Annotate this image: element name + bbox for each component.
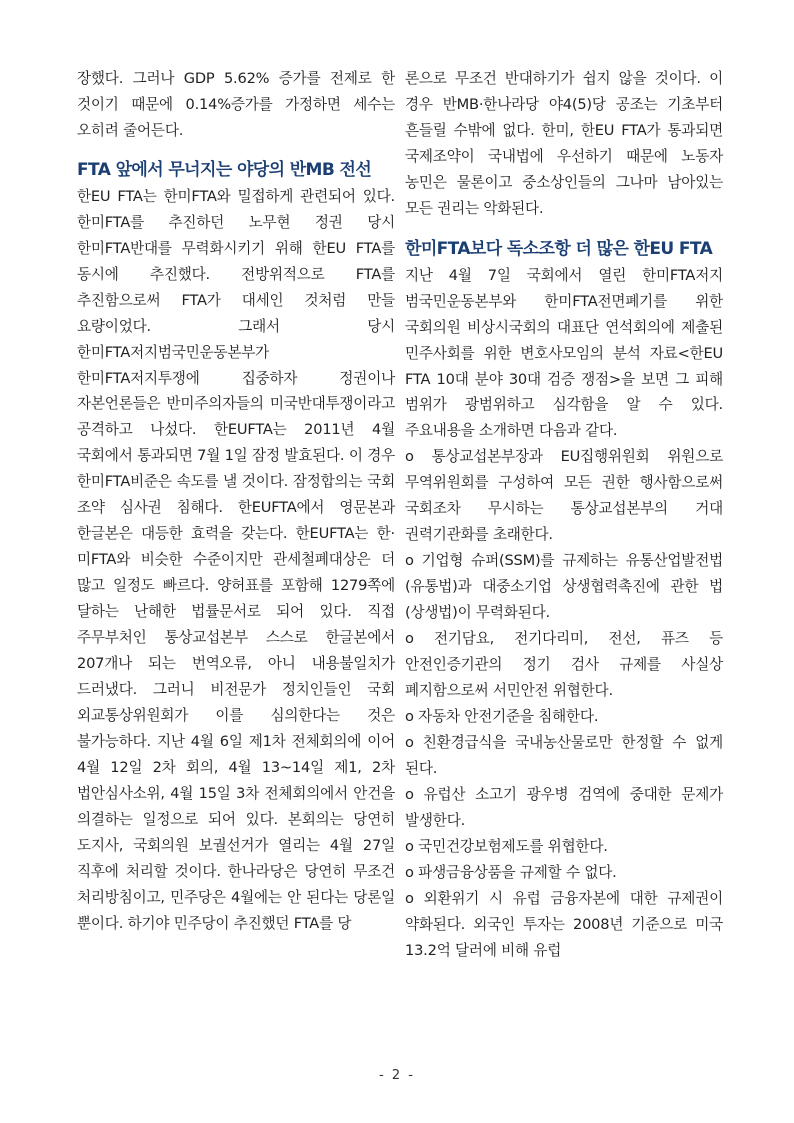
list-item: o 전기담요, 전기다리미, 전선, 퓨즈 등 안전인증기관의 정기 검사 규제를 사실상 폐지함으로써 서민안전 위협한다. bbox=[405, 630, 723, 699]
list-item: o 기업형 슈퍼(SSM)를 규제하는 유통산업발전법(유통법)과 대중소기업 상생협력촉진에 관한 법(상생법)이 무력화된다. bbox=[405, 552, 723, 622]
list-item: o 파생금융상품을 규제할 수 없다. bbox=[405, 863, 617, 881]
left-column bbox=[77, 66, 395, 937]
list-item: o 통상교섭본부장과 EU집행위원회 위원으로 무역위원회를 구성하여 모든 권한 행사함으로써 국회조차 무시하는 통상교섭본부의 거대 권력기관화를 초래한다. bbox=[405, 448, 723, 544]
list-item: o 친환경급식을 국내농산물로만 한정할 수 없게 된다. bbox=[405, 733, 723, 777]
right-column bbox=[405, 66, 723, 963]
list-item: o 자동차 안전기준을 침해한다. bbox=[405, 707, 599, 725]
body-paragraph: 한EU FTA는 한미FTA와 밀접하게 관련되어 있다. 한미FTA를 추진하던 노무현 정권 당시 한미FTA반대를 무력화시키기 위해 한EU FTA를 동시에 추진했다. 전방위적으로 FTA를 추진함으로써 FTA가 대세인 것처럼 만들 요량이었다. 그래서 당시 한미FTA저지범국민운동본부가 한미FTA저지투쟁에 집중하자 정권이나 자본언론들은 반미주의자들의 미국반대투쟁이라고 공격하고 나섰다. 한EUFTA는 2011년 4월 국회에서 통과되면 7월 1일 잠정 발효된다. 이 경우 한미FTA비준은 속도를 낼 것이다. 잠정합의는 국회 조약 심사권 침해다. 한EUFTA에서 영문본과 한글본은 대등한 효력을 갖는다. 한EUFTA는 한·미FTA와 비슷한 수준이지만 관세철폐대상은 더 많고 일정도 빠르다. 양허표를 포함해 1279쪽에 달하는 난해한 법률문서로 되어 있다. 직접 주무부처인 통상교섭본부 스스로 한글본에서 207개나 되는 번역오류, 아니 내용불일치가 드러냈다. 그러니 비전문가 정치인들인 국회 외교통상위원회가 이를 심의한다는 것은 불가능하다. 지난 4월 6일 제1차 전체회의에 이어 4월 12일 2차 회의, 4월 13~14일 제1, 2차 법안심사소위, 4월 15일 3차 전체회의에서 안건을 의결하는 일정으로 되어 있다. 본회의는 당연히 도지사, 국회의원 보궐선거가 열리는 4월 27일 직후에 처리할 것이다. 한나라당은 당연히 무조건 처리방침이고, 민주당은 4월에는 안 된다는 당론일 뿐이다. 하기야 민주당이 추진했던 FTA를 당 bbox=[77, 187, 395, 932]
list-item: o 외환위기 시 유럽 금융자본에 대한 규제권이 약화된다. 외국인 투자는 2008년 기준으로 미국 13.2억 달러에 비해 유럽 bbox=[405, 889, 723, 959]
list-item: o 유럽산 소고기 광우병 검역에 중대한 문제가 발생한다. bbox=[405, 785, 723, 829]
page-number: - 2 - bbox=[379, 1068, 415, 1083]
section-heading: 한미FTA보다 독소조항 더 많은 한EU FTA bbox=[405, 238, 713, 259]
list-item: o 국민건강보험제도를 위협한다. bbox=[405, 837, 608, 855]
body-paragraph: 지난 4월 7일 국회에서 열린 한미FTA저지 범국민운동본부와 한미FTA전면폐기를 위한 국회의원 비상시국회의 대표단 연석회의에 제출된 민주사회를 위한 변호사모임의 분석 자료<한EU FTA 10대 분야 30대 검증 쟁점>을 보면 그 피해 범위가 광범위하고 심각함을 알 수 있다. 주요내용을 소개하면 다음과 같다. bbox=[405, 266, 723, 440]
body-paragraph: 장했다. 그러나 GDP 5.62% 증가를 전제로 한 것이기 때문에 0.14%증가를 가정하면 세수는 오히려 줄어든다. bbox=[77, 70, 395, 139]
section-heading: FTA 앞에서 무너지는 야당의 반MB 전선 bbox=[77, 159, 372, 180]
body-paragraph: 론으로 무조건 반대하기가 쉽지 않을 것이다. 이 경우 반MB·한나라당 야4(5)당 공조는 기초부터 흔들릴 수밖에 없다. 한미, 한EU FTA가 통과되면 국제조약이 국내법에 우선하기 때문에 노동자 농민은 물론이고 중소상인들의 그나마 남아있는 모든 권리는 악화된다. bbox=[405, 70, 723, 217]
